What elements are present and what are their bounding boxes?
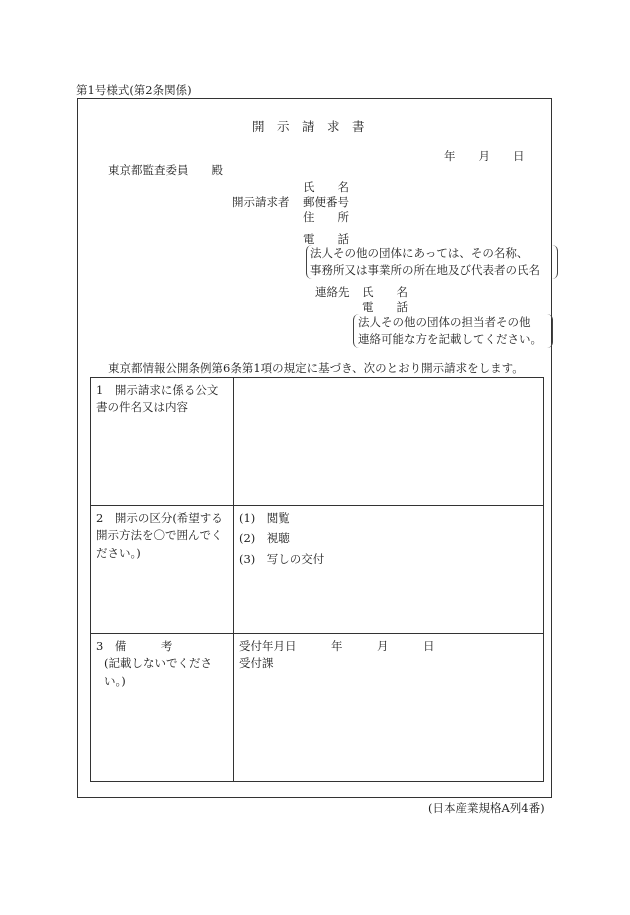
remarks-label: [91, 634, 234, 782]
requester-note-line: 法人その他の団体にあっては、その名称、: [310, 246, 529, 260]
requester-note-line: 事務所又は事業所の所在地及び代表者の氏名: [310, 263, 540, 278]
remarks-field: [234, 634, 544, 782]
subject-label: 1 開示請求に係る公文書の件名又は内容: [91, 378, 234, 506]
paper-size-note: (日本産業規格A列4番): [428, 801, 545, 815]
option-view[interactable]: (1) 閲覧: [239, 511, 290, 525]
remarks-heading: 3 備 考: [96, 639, 173, 653]
receipt-department: 受付課: [239, 656, 274, 671]
option-copy[interactable]: (3) 写しの交付: [239, 551, 325, 566]
contact-note-line: 連絡可能な方を記載してください。: [358, 332, 542, 347]
addressee: 東京都監査委員 殿: [108, 163, 223, 177]
disclosure-method-label: 2 開示の区分(希望する開示方法を〇で囲んでください。): [91, 506, 234, 634]
remarks-note: (記載しないでください。): [104, 656, 212, 688]
receipt-date: 受付年月日 年 月 日: [239, 639, 435, 653]
form-title: 開 示 請 求 書: [252, 119, 365, 134]
requester-note-bracket: [306, 245, 558, 279]
disclosure-method-options: [234, 506, 544, 634]
table-row: [91, 506, 544, 634]
intro-sentence: 東京都情報公開条例第6条第1項の規定に基づき、次のとおり開示請求をします。: [108, 361, 524, 375]
table-row: [91, 634, 544, 782]
subject-field[interactable]: [234, 378, 544, 506]
requester-name-label: 氏 名: [303, 180, 349, 194]
option-audio-visual[interactable]: (2) 視聴: [239, 531, 290, 546]
request-table: [90, 377, 544, 782]
contact-name-label: 氏 名: [362, 285, 408, 299]
requester-postal-label: 郵便番号: [303, 195, 349, 209]
requester-phone-label: 電 話: [303, 232, 349, 246]
contact-label: 連絡先: [315, 285, 350, 299]
contact-phone-label: 電 話: [362, 300, 408, 314]
contact-note-bracket: [353, 314, 553, 348]
requester-label: 開示請求者: [232, 195, 290, 209]
form-number: 第1号様式(第2条関係): [76, 83, 192, 97]
date-line: 年 月 日: [444, 149, 525, 163]
table-row: [91, 378, 544, 506]
contact-note-line: 法人その他の団体の担当者その他: [358, 315, 531, 329]
requester-address-label: 住 所: [303, 210, 349, 224]
